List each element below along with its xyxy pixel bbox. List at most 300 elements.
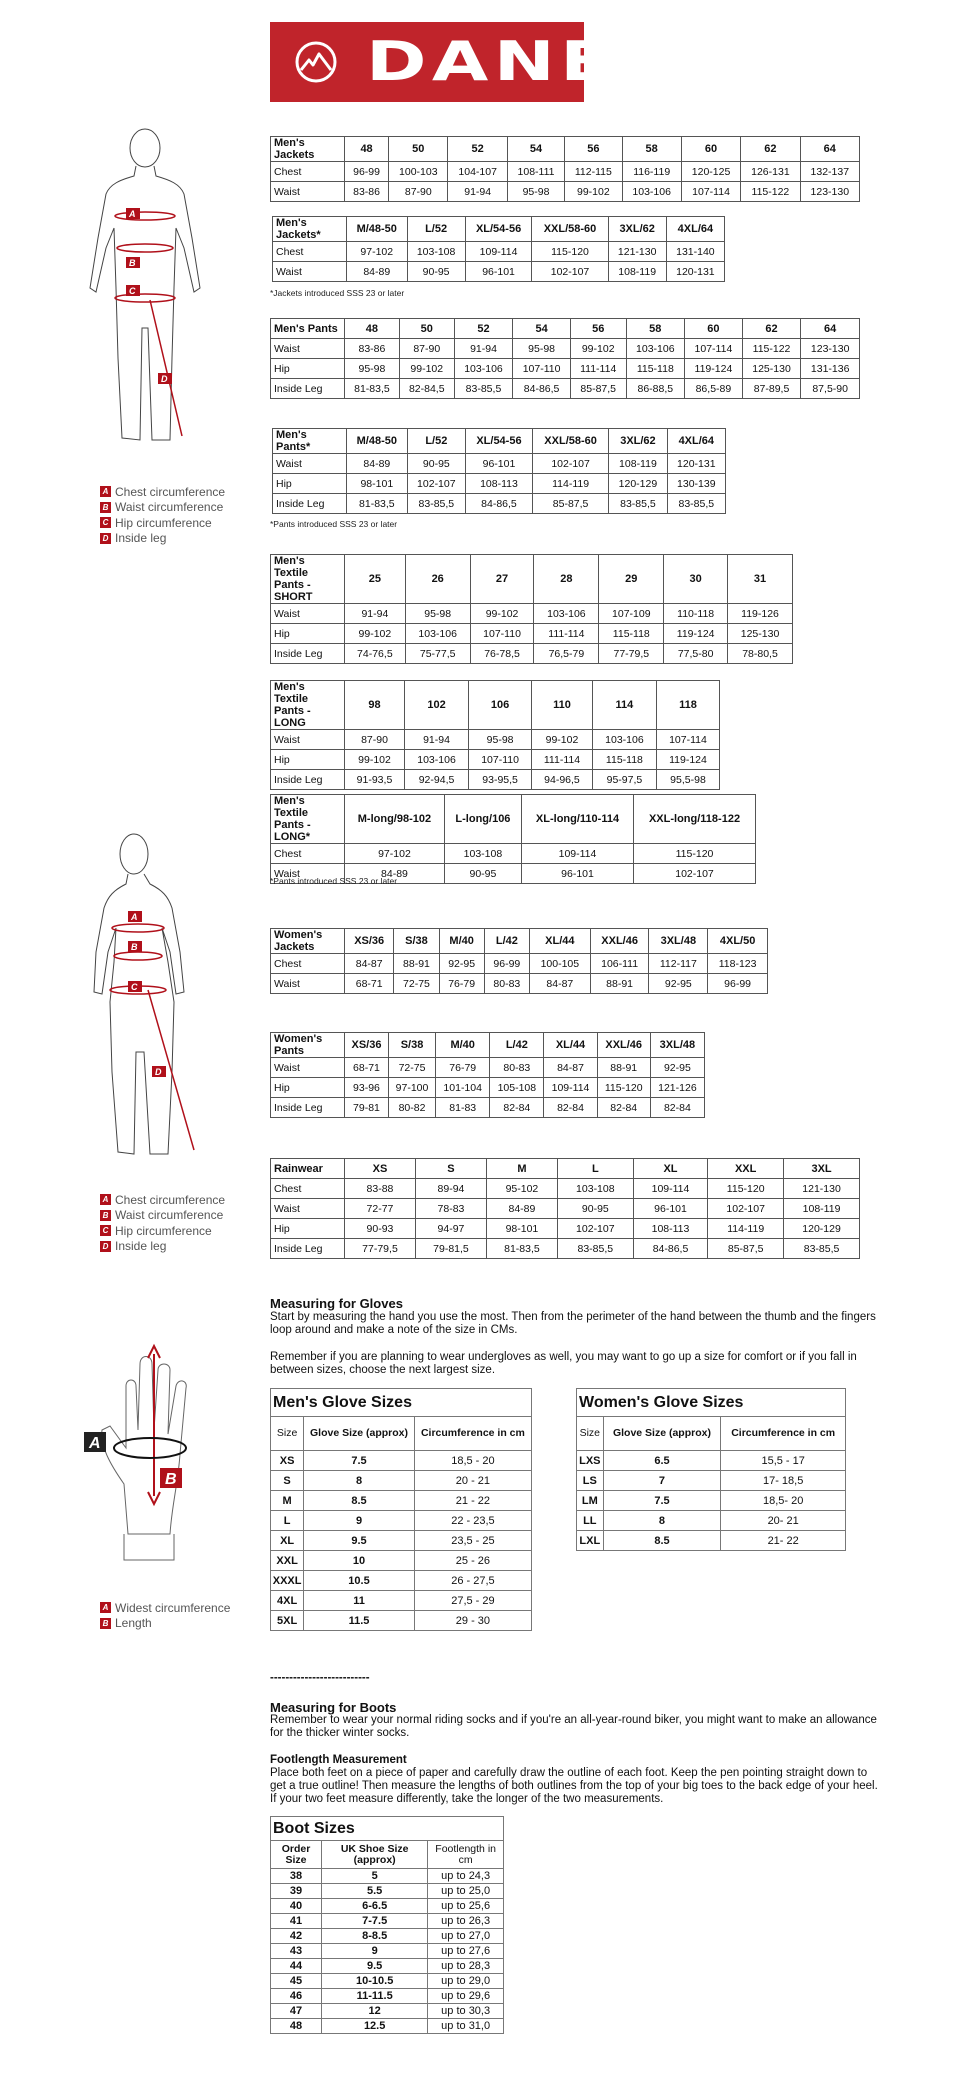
svg-text:B: B: [131, 942, 138, 952]
table-cell: 84-87: [529, 974, 590, 994]
table-cell: 114-119: [532, 474, 608, 494]
table-cell: 81-83,5: [486, 1239, 557, 1259]
header-cell: Size: [271, 1417, 304, 1451]
table-cell: 107-114: [656, 730, 719, 750]
table-cell: 76-79: [439, 974, 484, 994]
table-cell: 88-91: [394, 954, 439, 974]
table-cell: 10: [304, 1551, 415, 1571]
row-label: Rainwear: [271, 1159, 345, 1179]
table-cell: 87-90: [389, 182, 448, 202]
table-cell: 99-102: [570, 339, 626, 359]
table-cell: 78-83: [415, 1199, 486, 1219]
table-row: [271, 730, 720, 750]
table-header-row: [271, 319, 860, 339]
table-cell: 83-88: [345, 1179, 416, 1199]
table-cell: 115-118: [592, 750, 656, 770]
table-textile-long: [270, 680, 720, 790]
table-cell: 82-84: [490, 1098, 544, 1118]
table-row: [271, 1944, 504, 1959]
table-cell: 105-108: [490, 1078, 544, 1098]
table-row: [271, 359, 860, 379]
table-cell: 107-109: [599, 604, 664, 624]
boots-paragraph-2: Place both feet on a piece of paper and carefully draw the outline of each foot. Keep the pen pointing straight down to get a true outline! Then measure the lengths of both outlines from the top of your big toes to the back edge of your heel. If your two feet measure differently, take the longer of the two measurements.: [270, 1767, 878, 1805]
table-cell: XL-long/110-114: [521, 795, 633, 844]
table-cell: 85-87,5: [570, 379, 626, 399]
table-cell: 109-114: [521, 844, 633, 864]
row-label: Men's Textile Pants - LONG*: [271, 795, 345, 844]
table-cell: 26 - 27,5: [414, 1571, 531, 1591]
table-cell: 11.5: [304, 1611, 415, 1631]
table-cell: 8: [603, 1511, 721, 1531]
table-cell: 111-114: [570, 359, 626, 379]
note-textile: *Pants introduced SSS 23 or later: [270, 876, 398, 886]
table-row: [271, 1491, 532, 1511]
table-cell: 82-84,5: [399, 379, 454, 399]
table-cell: 80-83: [490, 1058, 544, 1078]
table-cell: 21 - 22: [414, 1491, 531, 1511]
table-row: [273, 454, 726, 474]
table-cell: L: [557, 1159, 633, 1179]
table-cell: 106: [469, 681, 532, 730]
table-cell: XL/44: [544, 1033, 597, 1058]
table-header-row: [271, 1841, 504, 1869]
table-cell: S/38: [394, 929, 439, 954]
table-cell: 87,5-90: [801, 379, 860, 399]
table-cell: 30: [664, 555, 728, 604]
table-cell: 52: [448, 137, 507, 162]
brand-wordmark: DANE: [366, 30, 616, 93]
row-label: Inside Leg: [273, 494, 347, 514]
table-cell: 84-89: [486, 1199, 557, 1219]
table-cell: 99-102: [470, 604, 534, 624]
table-cell: M: [486, 1159, 557, 1179]
table-cell: 7-7.5: [322, 1914, 428, 1929]
table-row: [271, 1531, 532, 1551]
table-row: [271, 954, 768, 974]
table-cell: S/38: [388, 1033, 435, 1058]
table-header-row: [273, 429, 726, 454]
table-row: [271, 2004, 504, 2019]
table-cell: LXL: [577, 1531, 604, 1551]
row-label: Waist: [271, 339, 345, 359]
header-cell: Glove Size (approx): [603, 1417, 721, 1451]
hand-measure-figure: [80, 1334, 240, 1574]
table-cell: 112-117: [649, 954, 708, 974]
table-cell: 50: [399, 319, 454, 339]
table-cell: 125-130: [728, 624, 793, 644]
row-label: Waist: [271, 730, 345, 750]
table-row: [271, 1199, 860, 1219]
table-womens-jackets: [270, 928, 768, 994]
table-cell: 96-101: [633, 1199, 708, 1219]
table-row: [271, 750, 720, 770]
table-cell: 91-93,5: [345, 770, 405, 790]
boots-paragraph-1: Remember to wear your normal riding socks and if you're an all-year-round biker, you might want to make an allowance for the thicker winter socks.: [270, 1714, 877, 1739]
table-cell: 38: [271, 1869, 322, 1884]
table-cell: 84-89: [345, 864, 445, 884]
glove-table-title: Men's Glove Sizes: [271, 1389, 532, 1417]
table-cell: XL/44: [529, 929, 590, 954]
table-cell: 12.5: [322, 2019, 428, 2034]
table-cell: 9: [304, 1511, 415, 1531]
table-cell: 48: [345, 137, 389, 162]
table-cell: 79-81,5: [415, 1239, 486, 1259]
header-cell: Order Size: [271, 1841, 322, 1869]
table-row: [271, 1471, 532, 1491]
row-label: Inside Leg: [271, 644, 345, 664]
table-cell: 83-86: [345, 339, 400, 359]
table-cell: 50: [389, 137, 448, 162]
table-boot-sizes: [270, 1816, 504, 2034]
table-cell: 112-115: [565, 162, 622, 182]
table-cell: 6-6.5: [322, 1899, 428, 1914]
table-cell: L/42: [490, 1033, 544, 1058]
row-label: Women's Jackets: [271, 929, 345, 954]
table-cell: 100-103: [389, 162, 448, 182]
table-cell: 116-119: [622, 162, 681, 182]
table-cell: 11-11.5: [322, 1989, 428, 2004]
table-cell: 18,5 - 20: [414, 1451, 531, 1471]
table-cell: L/52: [407, 429, 465, 454]
row-label: Chest: [273, 242, 347, 262]
table-cell: 102: [404, 681, 468, 730]
table-cell: 9.5: [304, 1531, 415, 1551]
header-cell: Circumference in cm: [721, 1417, 846, 1451]
table-cell: 10.5: [304, 1571, 415, 1591]
table-cell: up to 26,3: [428, 1914, 504, 1929]
table-cell: 68-71: [345, 1058, 389, 1078]
table-cell: 90-95: [444, 864, 521, 884]
svg-text:D: D: [155, 1067, 162, 1077]
table-cell: 8.5: [304, 1491, 415, 1511]
table-cell: 29: [599, 555, 664, 604]
table-cell: XXL/46: [590, 929, 649, 954]
table-cell: 60: [681, 137, 740, 162]
table-cell: up to 29,6: [428, 1989, 504, 2004]
table-cell: 5.5: [322, 1884, 428, 1899]
table-cell: 27: [470, 555, 534, 604]
table-cell: 98-101: [486, 1219, 557, 1239]
table-cell: 82-84: [597, 1098, 650, 1118]
table-cell: 107-110: [513, 359, 571, 379]
table-cell: 90-95: [407, 262, 465, 282]
table-cell: 84-87: [544, 1058, 597, 1078]
table-cell: 109-114: [544, 1078, 597, 1098]
table-cell: 27,5 - 29: [414, 1591, 531, 1611]
table-row: [271, 1884, 504, 1899]
table-cell: 95-98: [345, 359, 400, 379]
table-row: [273, 242, 725, 262]
table-row: [271, 1551, 532, 1571]
table-cell: 94-97: [415, 1219, 486, 1239]
header-cell: Glove Size (approx): [304, 1417, 415, 1451]
table-cell: XXL/58-60: [532, 429, 608, 454]
table-cell: 115-122: [742, 339, 801, 359]
table-cell: 74-76,5: [345, 644, 406, 664]
table-cell: up to 25,0: [428, 1884, 504, 1899]
table-row: [271, 1571, 532, 1591]
row-label: Waist: [271, 864, 345, 884]
table-cell: 4XL/64: [667, 429, 725, 454]
table-cell: XXL: [708, 1159, 784, 1179]
table-cell: 23,5 - 25: [414, 1531, 531, 1551]
row-label: Men's Textile Pants - SHORT: [271, 555, 345, 604]
table-cell: 84-86,5: [466, 494, 533, 514]
table-cell: 99-102: [345, 624, 406, 644]
table-cell: XL/54-56: [465, 217, 532, 242]
table-cell: 84-87: [345, 954, 394, 974]
table-cell: 104-107: [448, 162, 507, 182]
table-cell: up to 30,3: [428, 2004, 504, 2019]
table-cell: 10-10.5: [322, 1974, 428, 1989]
separator-line: --------------------------: [270, 1672, 370, 1684]
table-cell: 12: [322, 2004, 428, 2019]
table-cell: 91-94: [404, 730, 468, 750]
table-row: [271, 604, 793, 624]
table-cell: 26: [405, 555, 470, 604]
table-row: [271, 379, 860, 399]
table-row: [577, 1491, 846, 1511]
table-cell: 90-95: [407, 454, 465, 474]
table-mens-pants: [270, 318, 860, 399]
table-cell: 88-91: [590, 974, 649, 994]
table-cell: 81-83,5: [347, 494, 408, 514]
table-cell: S: [415, 1159, 486, 1179]
table-cell: 80-82: [388, 1098, 435, 1118]
table-row: [271, 1869, 504, 1884]
table-cell: 84-86,5: [633, 1239, 708, 1259]
table-cell: 96-99: [345, 162, 389, 182]
table-cell: 68-71: [345, 974, 394, 994]
table-cell: 86-88,5: [626, 379, 685, 399]
table-cell: 93-95,5: [469, 770, 532, 790]
row-label: Waist: [273, 262, 347, 282]
table-cell: 11: [304, 1591, 415, 1611]
table-row: [273, 474, 726, 494]
table-cell: 80-83: [484, 974, 529, 994]
table-header-row: [271, 1033, 705, 1058]
table-cell: 21- 22: [721, 1531, 846, 1551]
table-mens-gloves: [270, 1388, 532, 1631]
table-cell: 87-90: [399, 339, 454, 359]
table-row: [271, 1959, 504, 1974]
male-body-figure: [80, 128, 235, 473]
table-cell: 107-110: [469, 750, 532, 770]
table-cell: 103-108: [557, 1179, 633, 1199]
table-cell: XXL-long/118-122: [634, 795, 756, 844]
table-cell: 132-137: [800, 162, 859, 182]
row-label: Inside Leg: [271, 379, 345, 399]
row-label: Men's Pants*: [273, 429, 347, 454]
female-body-figure: [92, 832, 242, 1177]
table-cell: 85-87,5: [708, 1239, 784, 1259]
table-cell: 60: [685, 319, 743, 339]
table-cell: 22 - 23,5: [414, 1511, 531, 1531]
table-cell: 103-106: [454, 359, 513, 379]
svg-text:A: A: [129, 209, 136, 219]
table-cell: 103-108: [444, 844, 521, 864]
table-cell: 81-83,5: [345, 379, 400, 399]
footlength-subtitle: Footlength Measurement: [270, 1754, 407, 1766]
table-cell: 96-101: [465, 262, 532, 282]
table-cell: 108-113: [466, 474, 533, 494]
table-cell: 109-114: [633, 1179, 708, 1199]
table-cell: L-long/106: [444, 795, 521, 844]
table-cell: 85-87,5: [532, 494, 608, 514]
table-cell: 120-131: [666, 262, 724, 282]
table-cell: 95,5-98: [656, 770, 719, 790]
row-label: Chest: [271, 954, 345, 974]
table-cell: XXXL: [271, 1571, 304, 1591]
table-cell: 109-114: [465, 242, 532, 262]
header-cell: UK Shoe Size (approx): [322, 1841, 428, 1869]
table-cell: 4XL: [271, 1591, 304, 1611]
table-cell: 84-89: [347, 262, 408, 282]
table-cell: 123-130: [801, 339, 860, 359]
table-cell: 83-85,5: [784, 1239, 860, 1259]
table-cell: 83-85,5: [667, 494, 725, 514]
table-cell: up to 29,0: [428, 1974, 504, 1989]
table-cell: M/48-50: [347, 429, 408, 454]
row-label: Waist: [271, 1199, 345, 1219]
row-label: Waist: [273, 454, 347, 474]
table-cell: M/40: [436, 1033, 490, 1058]
note-jackets: *Jackets introduced SSS 23 or later: [270, 288, 405, 298]
table-row: [271, 339, 860, 359]
table-cell: 108-119: [608, 262, 666, 282]
table-cell: 39: [271, 1884, 322, 1899]
table-cell: XXL/58-60: [532, 217, 608, 242]
svg-text:A: A: [131, 912, 138, 922]
table-row: [271, 1914, 504, 1929]
table-row: [271, 1989, 504, 2004]
table-cell: LM: [577, 1491, 604, 1511]
table-row: [271, 1899, 504, 1914]
table-cell: 6.5: [603, 1451, 721, 1471]
table-header-row: [271, 1417, 532, 1451]
table-cell: 120-129: [609, 474, 667, 494]
table-cell: M: [271, 1491, 304, 1511]
table-cell: 108-113: [633, 1219, 708, 1239]
table-row: [577, 1471, 846, 1491]
glove-legend: A Widest circumference B Length: [100, 1600, 230, 1631]
table-cell: 83-85,5: [609, 494, 667, 514]
table-cell: 47: [271, 2004, 322, 2019]
table-cell: 107-110: [470, 624, 534, 644]
table-cell: 4XL/64: [666, 217, 724, 242]
table-cell: 3XL/62: [608, 217, 666, 242]
table-cell: 54: [513, 319, 571, 339]
table-row: [271, 1974, 504, 1989]
table-cell: 97-100: [388, 1078, 435, 1098]
row-label: Chest: [271, 1179, 345, 1199]
table-cell: up to 24,3: [428, 1869, 504, 1884]
table-cell: 76,5-79: [534, 644, 599, 664]
table-cell: 95-98: [405, 604, 470, 624]
row-label: Inside Leg: [271, 770, 345, 790]
table-cell: XS: [271, 1451, 304, 1471]
svg-text:B: B: [129, 258, 136, 268]
table-cell: XS: [345, 1159, 416, 1179]
table-cell: 91-94: [454, 339, 513, 359]
table-cell: 82-84: [544, 1098, 597, 1118]
table-row: [271, 2019, 504, 2034]
row-label: Men's Pants: [271, 319, 345, 339]
table-cell: 96-99: [708, 974, 768, 994]
table-cell: up to 27,0: [428, 1929, 504, 1944]
table-cell: 84-86,5: [513, 379, 571, 399]
table-cell: 9: [322, 1944, 428, 1959]
table-cell: 3XL/48: [650, 1033, 704, 1058]
table-cell: 40: [271, 1899, 322, 1914]
table-cell: 121-126: [650, 1078, 704, 1098]
table-cell: 90-93: [345, 1219, 416, 1239]
table-cell: 102-107: [532, 454, 608, 474]
table-cell: 121-130: [784, 1179, 860, 1199]
table-cell: 7.5: [603, 1491, 721, 1511]
table-cell: 96-101: [466, 454, 533, 474]
table-cell: 103-106: [534, 604, 599, 624]
table-cell: 46: [271, 1989, 322, 2004]
row-label: Waist: [271, 182, 345, 202]
table-row: [271, 1611, 532, 1631]
svg-text:D: D: [161, 374, 168, 384]
glove-table-title: Women's Glove Sizes: [577, 1389, 846, 1417]
table-cell: 110: [532, 681, 593, 730]
table-cell: 89-94: [415, 1179, 486, 1199]
svg-text:A: A: [89, 1435, 101, 1452]
table-mens-jackets-new: [272, 216, 725, 282]
table-cell: 58: [622, 137, 681, 162]
table-row: [271, 770, 720, 790]
table-header-row: [271, 137, 860, 162]
table-cell: 102-107: [407, 474, 465, 494]
table-cell: 5: [322, 1869, 428, 1884]
table-cell: 103-106: [626, 339, 685, 359]
table-mens-jackets: [270, 136, 860, 202]
table-cell: 131-140: [666, 242, 724, 262]
table-cell: S: [271, 1471, 304, 1491]
mountain-logo-icon: [294, 40, 338, 84]
row-label: Chest: [271, 844, 345, 864]
table-cell: M/48-50: [347, 217, 408, 242]
row-label: Women's Pants: [271, 1033, 345, 1058]
table-cell: 119-124: [685, 359, 743, 379]
table-cell: 83-85,5: [557, 1239, 633, 1259]
table-row: [271, 1179, 860, 1199]
table-cell: 8: [304, 1471, 415, 1491]
row-label: Hip: [271, 359, 345, 379]
table-cell: 102-107: [634, 864, 756, 884]
row-label: Chest: [271, 162, 345, 182]
table-cell: 48: [345, 319, 400, 339]
row-label: Hip: [271, 1219, 345, 1239]
table-cell: 103-106: [405, 624, 470, 644]
table-cell: 110-118: [664, 604, 728, 624]
table-row: [271, 1058, 705, 1078]
table-header-row: [271, 1159, 860, 1179]
table-cell: XL: [271, 1531, 304, 1551]
table-header-row: [273, 217, 725, 242]
table-cell: 62: [742, 319, 801, 339]
table-cell: 106-111: [590, 954, 649, 974]
table-cell: up to 25,6: [428, 1899, 504, 1914]
table-cell: 45: [271, 1974, 322, 1989]
table-cell: 92-95: [439, 954, 484, 974]
table-row: [271, 1078, 705, 1098]
table-cell: 115-122: [741, 182, 800, 202]
table-cell: 93-96: [345, 1078, 389, 1098]
